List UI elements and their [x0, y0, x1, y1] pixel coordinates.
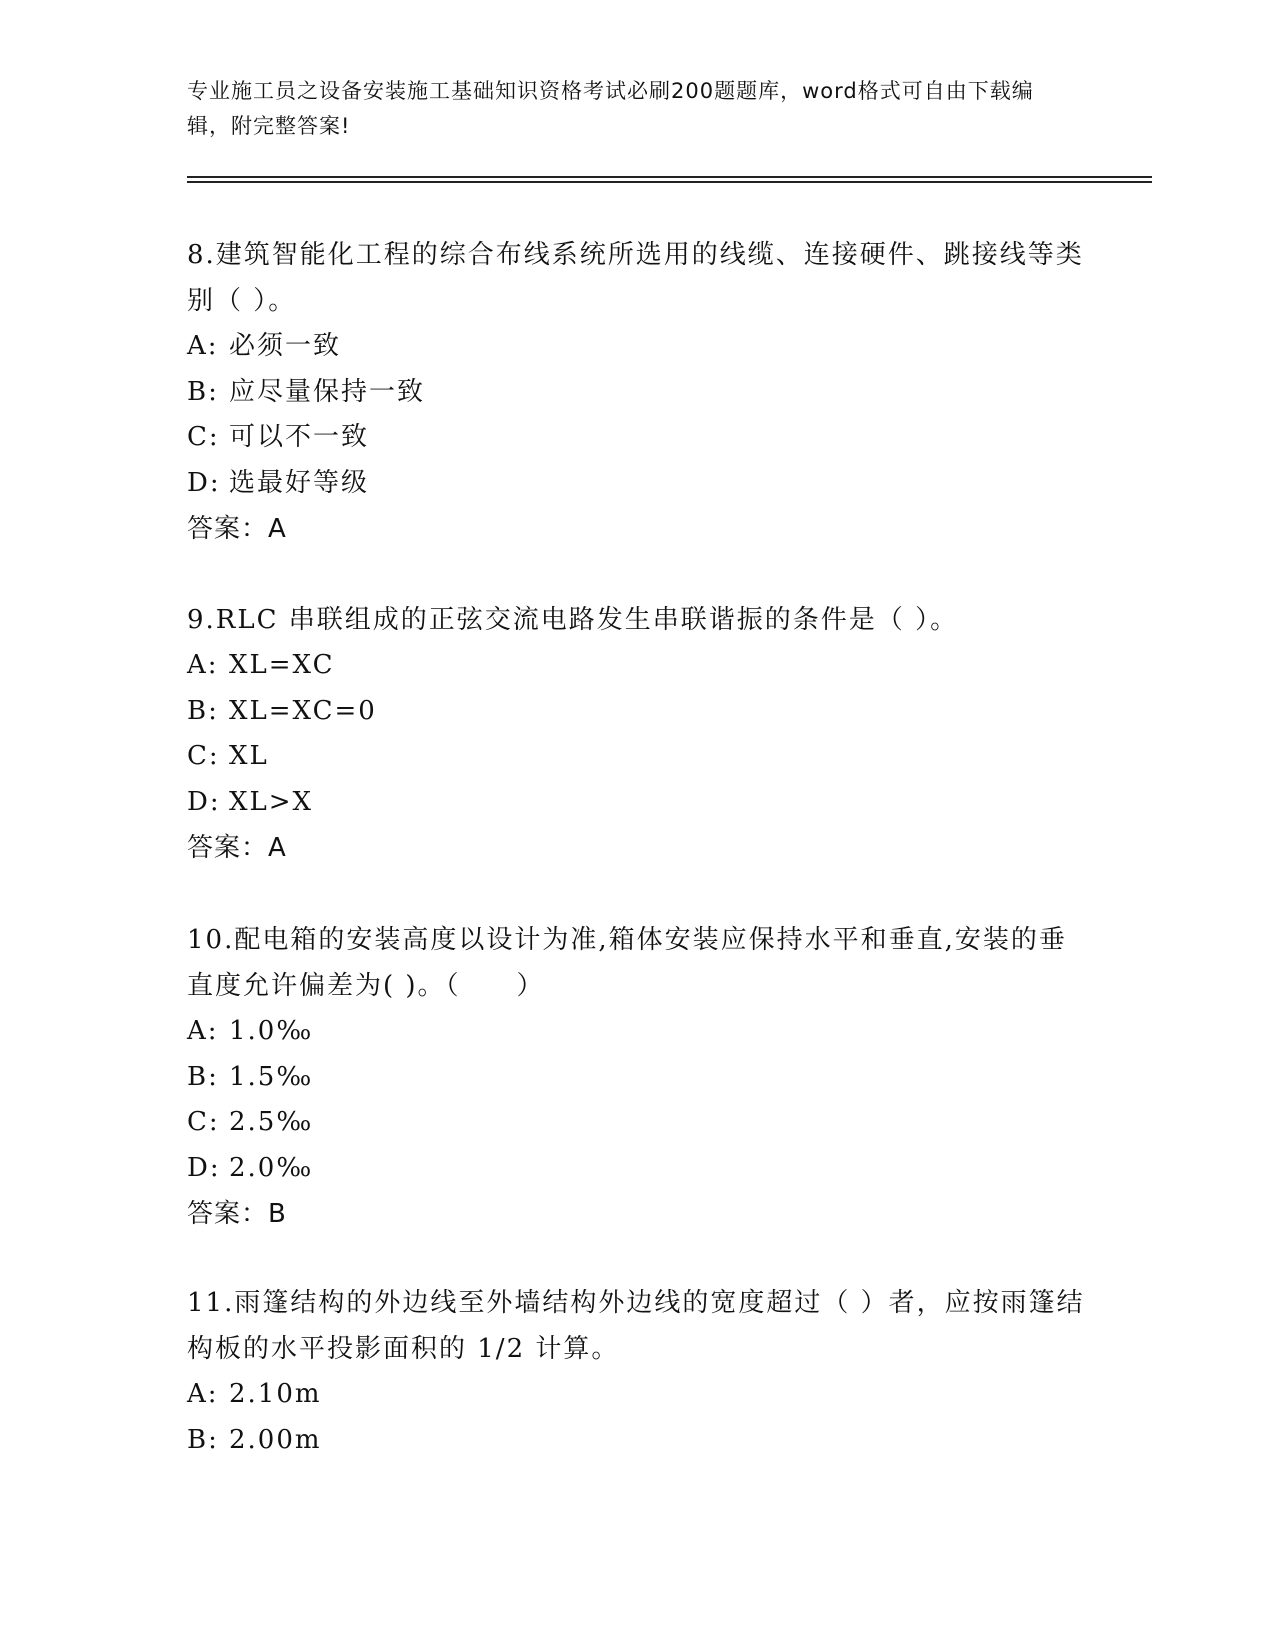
option-letter: D:	[187, 467, 221, 498]
answer: 答案：A	[187, 514, 287, 544]
option-a	[187, 643, 1087, 689]
option-c	[187, 734, 1087, 780]
option-b	[187, 370, 1087, 416]
option-text: 2.00m	[229, 1424, 322, 1455]
option-text: 2.10m	[229, 1379, 322, 1409]
answer: 答案：B	[187, 1199, 287, 1229]
option-c	[187, 415, 1087, 461]
option-text: 2.5‰	[229, 1107, 314, 1137]
option-d	[187, 780, 1087, 826]
option-text: XL=XC	[229, 650, 335, 680]
question-9	[187, 597, 1087, 871]
option-d	[187, 461, 1087, 507]
question-text: 10.配电箱的安装高度以设计为准,箱体安装应保持水平和垂直,安装的垂直度允许偏差为( )。（ ）	[187, 925, 1067, 1001]
option-text: XL>X	[229, 786, 314, 817]
answer: 答案：A	[187, 833, 287, 863]
option-letter: B:	[187, 376, 219, 407]
option-letter: B:	[187, 695, 219, 726]
option-text: 2.0‰	[229, 1152, 314, 1183]
option-letter: A:	[187, 1016, 219, 1046]
option-letter: C:	[187, 422, 220, 452]
option-c	[187, 1100, 1087, 1146]
option-letter: A:	[187, 650, 219, 680]
header-divider-bottom	[187, 181, 1152, 183]
question-text: 9.RLC 串联组成的正弦交流电路发生串联谐振的条件是（ ）。	[187, 605, 959, 635]
document-header: 专业施工员之设备安装施工基础知识资格考试必刷200题题库，word格式可自由下载编辑，附完整答案!	[187, 79, 1034, 138]
option-b	[187, 1418, 1087, 1464]
option-d	[187, 1146, 1087, 1192]
question-10	[187, 917, 1087, 1237]
option-letter: A:	[187, 1379, 219, 1409]
option-letter: C:	[187, 741, 220, 771]
option-letter: D:	[187, 1152, 221, 1183]
option-a	[187, 1009, 1087, 1055]
option-letter: B:	[187, 1424, 219, 1455]
option-letter: C:	[187, 1107, 220, 1137]
option-text: XL=XC=0	[229, 695, 377, 726]
question-text: 11.雨篷结构的外边线至外墙结构外边线的宽度超过（ ）者，应按雨篷结构板的水平投影面积的 1/2 计算。	[187, 1288, 1085, 1364]
question-8	[187, 232, 1087, 552]
option-text: XL	[229, 741, 269, 771]
question-text: 8.建筑智能化工程的综合布线系统所选用的线缆、连接硬件、跳接线等类别（ ）。	[187, 240, 1084, 316]
option-text: 必须一致	[229, 331, 342, 361]
option-letter: D:	[187, 786, 221, 817]
option-b	[187, 1055, 1087, 1101]
option-a	[187, 324, 1087, 370]
option-text: 可以不一致	[229, 422, 370, 452]
option-letter: A:	[187, 331, 219, 361]
option-text: 选最好等级	[229, 467, 370, 498]
header-divider-top	[187, 176, 1152, 178]
option-a	[187, 1372, 1087, 1418]
question-11	[187, 1280, 1087, 1463]
option-text: 1.5‰	[229, 1061, 314, 1092]
option-letter: B:	[187, 1061, 219, 1092]
option-text: 1.0‰	[229, 1016, 314, 1046]
option-b	[187, 689, 1087, 735]
option-text: 应尽量保持一致	[229, 376, 426, 407]
